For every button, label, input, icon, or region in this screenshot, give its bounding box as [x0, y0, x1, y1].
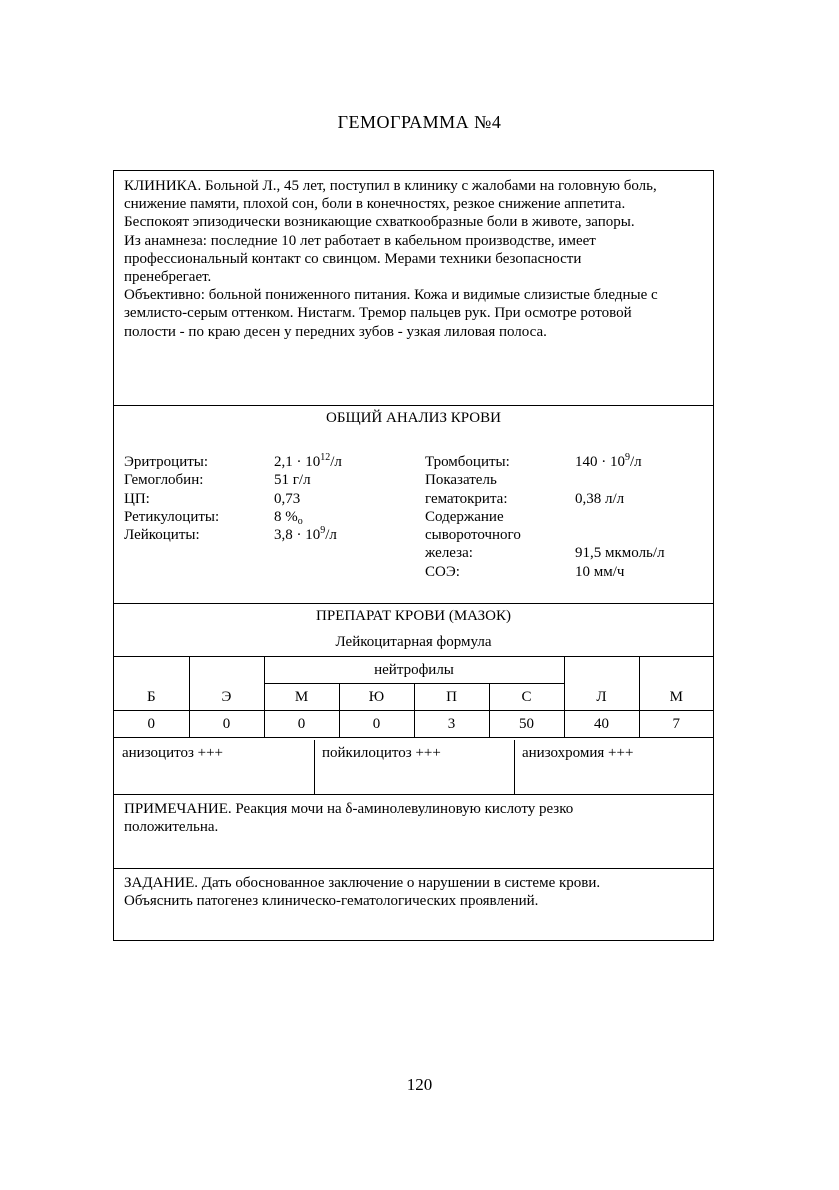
- hemoglobin-value: 51 г/л: [274, 472, 311, 489]
- page-title: ГЕМОГРАММА №4: [337, 112, 502, 132]
- cbc-label: железа:: [425, 545, 473, 562]
- cbc-label: Содержание: [425, 508, 504, 525]
- clinic-line: полости - по краю десен у передних зубов - узкая лиловая полоса.: [124, 323, 547, 340]
- cbc-right-values: [575, 453, 665, 581]
- cbc-label: Показатель: [425, 472, 497, 489]
- cbc-label: Гемоглобин:: [124, 472, 204, 489]
- clinic-line: Из анамнеза: последние 10 лет работает в кабельном производстве, имеет: [124, 232, 596, 249]
- table-cell: 40: [564, 711, 639, 738]
- table-cell: 0: [264, 711, 339, 738]
- hematocrit-value: 0,38 л/л: [575, 490, 625, 507]
- column-header: Ю: [339, 684, 414, 711]
- divider: [114, 405, 713, 406]
- cbc-title: ОБЩИЙ АНАЛИЗ КРОВИ: [326, 410, 501, 426]
- divider: [114, 794, 713, 795]
- page-number: 120: [406, 1075, 433, 1094]
- erythrocyte-morphology: [114, 740, 713, 794]
- table-cell: 50: [489, 711, 564, 738]
- cbc-label: сывороточного: [425, 527, 521, 544]
- esr-value: 10 мм/ч: [575, 563, 625, 580]
- clinic-section: [124, 177, 709, 341]
- column-header: М: [264, 684, 339, 711]
- cbc-label: Эритроциты:: [124, 454, 209, 470]
- anisocytosis: анизоцитоз +++: [122, 745, 224, 761]
- cbc-right-labels: [425, 453, 521, 581]
- color-index-value: 0,73: [274, 490, 301, 507]
- clinic-line: снижение памяти, плохой сон, боли в конечностях, резкое снижение аппетита.: [124, 196, 626, 213]
- poikilocytosis: пойкилоцитоз +++: [322, 745, 441, 761]
- leukocyte-formula-table: [114, 656, 713, 738]
- cbc-label: Лейкоциты:: [124, 527, 200, 544]
- clinic-line: профессиональный контакт со свинцом. Мерами техники безопасности: [124, 250, 582, 267]
- note-line: ПРИМЕЧАНИЕ. Реакция мочи на δ-аминолевулиновую кислоту резко: [124, 801, 574, 817]
- task-line: ЗАДАНИЕ. Дать обоснованное заключение о нарушении в системе крови.: [124, 875, 601, 891]
- cbc-label: Ретикулоциты:: [124, 508, 220, 525]
- hemogram-card: [113, 170, 714, 941]
- task-section: [124, 874, 709, 911]
- clinic-line: Объективно: больной пониженного питания. Кожа и видимые слизистые бледные с: [124, 287, 658, 304]
- column-header: П: [414, 684, 489, 711]
- cbc-left-labels: [124, 453, 219, 544]
- column-header: Л: [564, 657, 639, 711]
- clinic-line: пренебрегает.: [124, 269, 212, 286]
- column-header: С: [489, 684, 564, 711]
- cbc-left-values: [274, 453, 342, 544]
- cbc-label: СОЭ:: [425, 563, 460, 580]
- cbc-label: Тромбоциты:: [425, 454, 510, 470]
- clinic-line: землисто-серым оттенком. Нистагм. Тремор пальцев рук. При осмотре ротовой: [124, 305, 632, 322]
- table-cell: 0: [114, 711, 189, 738]
- table-cell: 3: [414, 711, 489, 738]
- cbc-label: ЦП:: [124, 490, 150, 507]
- column-header: Б: [114, 657, 189, 711]
- note-section: [124, 800, 709, 837]
- table-cell: 0: [189, 711, 264, 738]
- smear-subtitle: Лейкоцитарная формула: [335, 634, 492, 650]
- smear-title: ПРЕПАРАТ КРОВИ (МАЗОК): [316, 608, 511, 624]
- divider: [114, 868, 713, 869]
- iron-value: 91,5 мкмоль/л: [575, 545, 665, 562]
- table-cell: 7: [639, 711, 713, 738]
- leukocytes-value: $3,8 \cdot 10^9/л$: [274, 525, 337, 544]
- table-cell: 0: [339, 711, 414, 738]
- clinic-line: КЛИНИКА. Больной Л., 45 лет, поступил в клинику с жалобами на головную боль,: [124, 178, 657, 194]
- neutrophils-header: нейтрофилы: [264, 657, 564, 684]
- reticulocytes-value: 8 $\%_o$: [274, 508, 303, 527]
- column-header: Э: [189, 657, 264, 711]
- cbc-label: гематокрита:: [425, 490, 508, 507]
- anisochromia: анизохромия +++: [522, 745, 634, 761]
- clinic-line: Беспокоят эпизодически возникающие схваткообразные боли в животе, запоры.: [124, 214, 635, 231]
- platelets-value: $140 \cdot 10^9/л$: [575, 452, 642, 470]
- column-header: М: [639, 657, 713, 711]
- erythrocytes-value: $2,1 \cdot 10^{12}/л$: [274, 452, 342, 470]
- task-line: Объяснить патогенез клиническо-гематологических проявлений.: [124, 893, 539, 910]
- table-row: [114, 711, 713, 738]
- divider: [114, 603, 713, 604]
- note-line: положительна.: [124, 819, 219, 836]
